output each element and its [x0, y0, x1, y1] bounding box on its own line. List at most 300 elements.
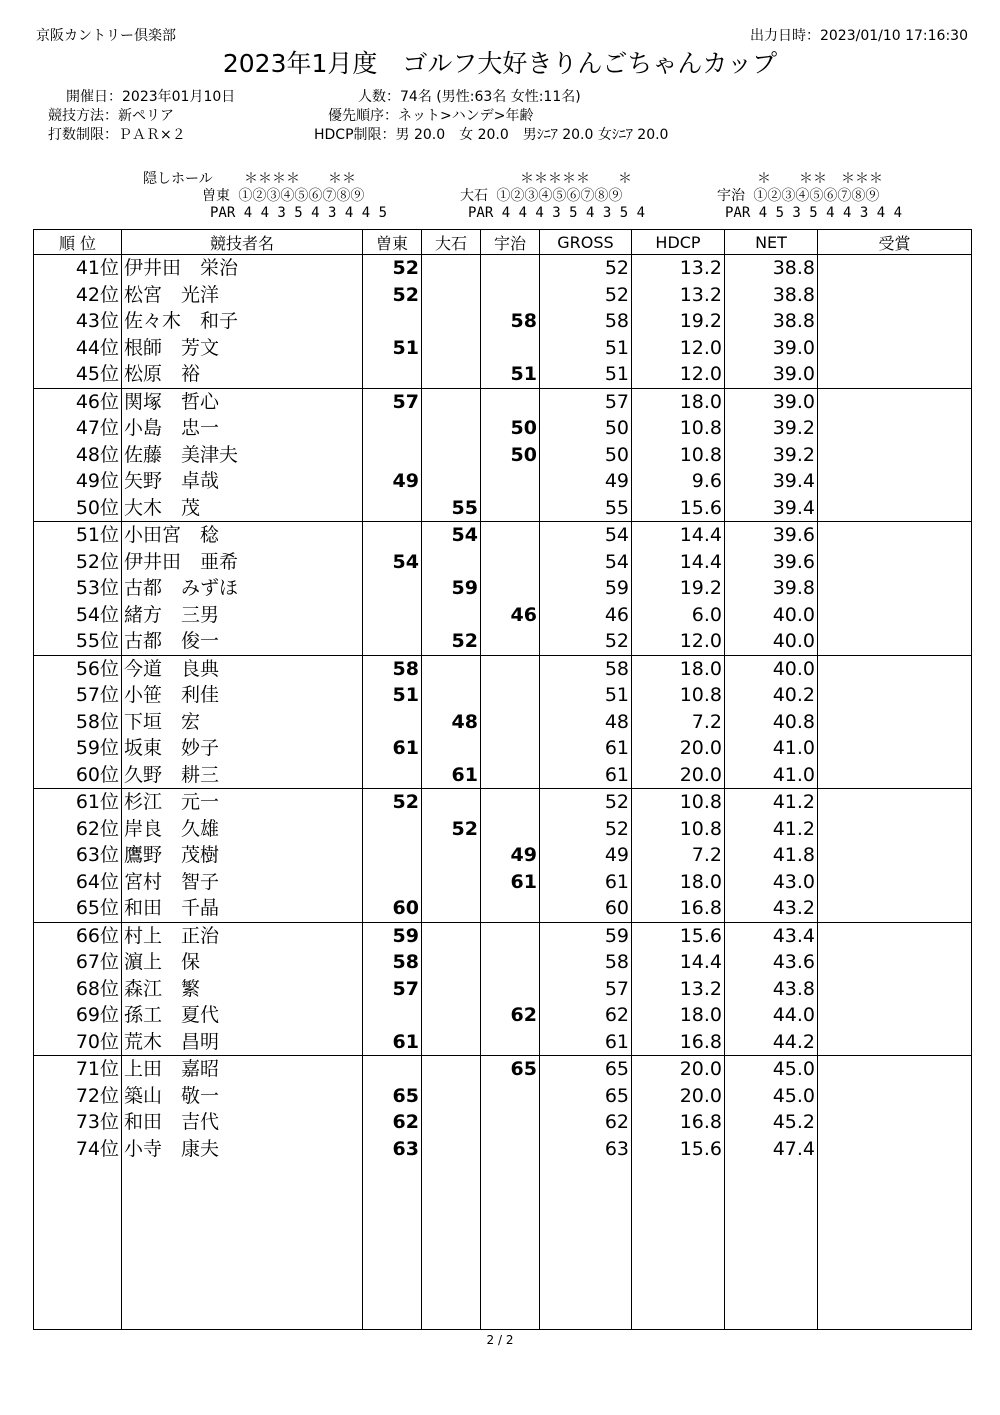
- rank-cell: 67位: [34, 949, 122, 976]
- table-row: [34, 789, 972, 816]
- award-cell: [818, 762, 972, 789]
- col-course3: 宇治: [481, 230, 540, 255]
- hdcp-cell: 12.0: [632, 335, 725, 362]
- hdcp-cell: 14.4: [632, 522, 725, 549]
- course2-cell: [422, 1029, 481, 1056]
- award-cell: [818, 388, 972, 415]
- hdcp-cell: 20.0: [632, 762, 725, 789]
- rank-cell: 53位: [34, 575, 122, 602]
- table-row: [34, 1083, 972, 1110]
- hdcp-cell: 13.2: [632, 282, 725, 309]
- course2-cell: [422, 549, 481, 576]
- col-gross: GROSS: [540, 230, 632, 255]
- net-cell: 40.0: [725, 602, 818, 629]
- gross-cell: 51: [540, 361, 632, 388]
- course2-cell: [422, 442, 481, 469]
- rank-cell: 50位: [34, 495, 122, 522]
- gross-cell: 52: [540, 628, 632, 655]
- hdcp-cell: 14.4: [632, 949, 725, 976]
- hdcp-cell: 15.6: [632, 922, 725, 949]
- table-row: [34, 869, 972, 896]
- player-cell: 佐々木 和子: [122, 308, 363, 335]
- course3-cell: [481, 1083, 540, 1110]
- table-row: [34, 762, 972, 789]
- col-course1: 曽東: [363, 230, 422, 255]
- rank-cell: 60位: [34, 762, 122, 789]
- empty-cell: [122, 1162, 363, 1330]
- hdcp-cell: 18.0: [632, 655, 725, 682]
- player-cell: 宮村 智子: [122, 869, 363, 896]
- rank-cell: 55位: [34, 628, 122, 655]
- hdcp-cell: 10.8: [632, 682, 725, 709]
- course3-cell: [481, 895, 540, 922]
- course2-cell: [422, 1056, 481, 1083]
- course3-cell: 51: [481, 361, 540, 388]
- table-row: [34, 709, 972, 736]
- hdcp-cell: 9.6: [632, 468, 725, 495]
- net-cell: 41.0: [725, 735, 818, 762]
- course1-cell: 52: [363, 789, 422, 816]
- course1-cell: 59: [363, 922, 422, 949]
- net-cell: 39.4: [725, 495, 818, 522]
- gross-cell: 46: [540, 602, 632, 629]
- course1-cell: 62: [363, 1109, 422, 1136]
- rank-cell: 57位: [34, 682, 122, 709]
- table-row: [34, 468, 972, 495]
- course2-cell: [422, 602, 481, 629]
- net-cell: 40.0: [725, 628, 818, 655]
- net-cell: 45.0: [725, 1083, 818, 1110]
- course1-cell: 52: [363, 255, 422, 282]
- player-cell: 矢野 卓哉: [122, 468, 363, 495]
- net-cell: 39.0: [725, 335, 818, 362]
- player-cell: 上田 嘉昭: [122, 1056, 363, 1083]
- gross-cell: 52: [540, 816, 632, 843]
- event-date: 開催日：2023年01月10日: [66, 89, 236, 105]
- course3-cell: [481, 549, 540, 576]
- course1-cell: 57: [363, 388, 422, 415]
- course2-cell: [422, 415, 481, 442]
- award-cell: [818, 415, 972, 442]
- award-cell: [818, 1029, 972, 1056]
- net-cell: 44.2: [725, 1029, 818, 1056]
- course3-cell: 50: [481, 442, 540, 469]
- course2-cell: [422, 895, 481, 922]
- course3-cell: [481, 682, 540, 709]
- col-net: NET: [725, 230, 818, 255]
- course3-cell: 58: [481, 308, 540, 335]
- course2-hidden-stars: ＊＊＊＊＊ ＊: [520, 171, 632, 187]
- hdcp-cell: 16.8: [632, 1109, 725, 1136]
- course3-cell: 65: [481, 1056, 540, 1083]
- award-cell: [818, 361, 972, 388]
- player-cell: 松宮 光洋: [122, 282, 363, 309]
- player-cell: 和田 吉代: [122, 1109, 363, 1136]
- net-cell: 43.4: [725, 922, 818, 949]
- net-cell: 44.0: [725, 1002, 818, 1029]
- gross-cell: 63: [540, 1136, 632, 1163]
- gross-cell: 51: [540, 335, 632, 362]
- player-cell: 濵上 保: [122, 949, 363, 976]
- player-cell: 和田 千晶: [122, 895, 363, 922]
- award-cell: [818, 255, 972, 282]
- rank-cell: 59位: [34, 735, 122, 762]
- empty-cell: [632, 1162, 725, 1330]
- player-cell: 鷹野 茂樹: [122, 842, 363, 869]
- gross-cell: 58: [540, 308, 632, 335]
- player-cell: 古都 みずほ: [122, 575, 363, 602]
- course3-cell: [481, 495, 540, 522]
- table-row: [34, 922, 972, 949]
- table-row: [34, 735, 972, 762]
- rank-cell: 58位: [34, 709, 122, 736]
- table-row: [34, 602, 972, 629]
- gross-cell: 50: [540, 442, 632, 469]
- course2-cell: [422, 976, 481, 1003]
- course1-cell: [363, 1056, 422, 1083]
- hdcp-cell: 10.8: [632, 442, 725, 469]
- table-row: [34, 949, 972, 976]
- course3-cell: [481, 388, 540, 415]
- rank-cell: 66位: [34, 922, 122, 949]
- course2-cell: [422, 361, 481, 388]
- net-cell: 40.0: [725, 655, 818, 682]
- course2-cell: 55: [422, 495, 481, 522]
- award-cell: [818, 922, 972, 949]
- player-cell: 小田宮 稔: [122, 522, 363, 549]
- hdcp-cell: 13.2: [632, 255, 725, 282]
- player-cell: 小島 忠一: [122, 415, 363, 442]
- award-cell: [818, 1136, 972, 1163]
- rank-cell: 63位: [34, 842, 122, 869]
- course2-cell: 61: [422, 762, 481, 789]
- course2-cell: [422, 735, 481, 762]
- hdcp-cell: 14.4: [632, 549, 725, 576]
- award-cell: [818, 1083, 972, 1110]
- net-cell: 39.6: [725, 549, 818, 576]
- gross-cell: 57: [540, 976, 632, 1003]
- hdcp-cell: 15.6: [632, 1136, 725, 1163]
- course2-cell: [422, 282, 481, 309]
- hdcp-cell: 15.6: [632, 495, 725, 522]
- col-award: 受賞: [818, 230, 972, 255]
- table-row: [34, 388, 972, 415]
- gross-cell: 61: [540, 762, 632, 789]
- table-row: [34, 816, 972, 843]
- player-cell: 杉江 元一: [122, 789, 363, 816]
- hdcp-cell: 10.8: [632, 816, 725, 843]
- award-cell: [818, 816, 972, 843]
- net-cell: 41.2: [725, 789, 818, 816]
- net-cell: 43.6: [725, 949, 818, 976]
- hdcp-cell: 18.0: [632, 869, 725, 896]
- course2-cell: [422, 842, 481, 869]
- gross-cell: 49: [540, 842, 632, 869]
- course3-cell: 62: [481, 1002, 540, 1029]
- award-cell: [818, 628, 972, 655]
- hdcp-cell: 16.8: [632, 1029, 725, 1056]
- course1-cell: 63: [363, 1136, 422, 1163]
- rank-cell: 52位: [34, 549, 122, 576]
- course2-cell: [422, 308, 481, 335]
- gross-cell: 65: [540, 1083, 632, 1110]
- net-cell: 43.2: [725, 895, 818, 922]
- net-cell: 39.2: [725, 442, 818, 469]
- course2-cell: [422, 949, 481, 976]
- course3-cell: [481, 976, 540, 1003]
- course2-cell: [422, 789, 481, 816]
- gross-cell: 51: [540, 682, 632, 709]
- course1-cell: 61: [363, 735, 422, 762]
- award-cell: [818, 1056, 972, 1083]
- course1-cell: [363, 308, 422, 335]
- course1-cell: [363, 361, 422, 388]
- table-row: [34, 282, 972, 309]
- empty-cell: [422, 1162, 481, 1330]
- rank-cell: 71位: [34, 1056, 122, 1083]
- net-cell: 41.0: [725, 762, 818, 789]
- course3-cell: [481, 762, 540, 789]
- gross-cell: 61: [540, 869, 632, 896]
- col-hdcp: HDCP: [632, 230, 725, 255]
- course1-cell: [363, 842, 422, 869]
- hdcp-cell: 10.8: [632, 789, 725, 816]
- player-cell: 岸良 久雄: [122, 816, 363, 843]
- course2-cell: [422, 655, 481, 682]
- award-cell: [818, 655, 972, 682]
- hdcp-cell: 16.8: [632, 895, 725, 922]
- course3-cell: [481, 709, 540, 736]
- award-cell: [818, 522, 972, 549]
- course3-cell: [481, 522, 540, 549]
- net-cell: 40.2: [725, 682, 818, 709]
- course2-cell: [422, 1136, 481, 1163]
- table-row: [34, 495, 972, 522]
- rank-cell: 74位: [34, 1136, 122, 1163]
- rank-cell: 43位: [34, 308, 122, 335]
- award-cell: [818, 495, 972, 522]
- empty-cell: [540, 1162, 632, 1330]
- course2-holes: 大石 ①②③④⑤⑥⑦⑧⑨: [460, 188, 623, 204]
- net-cell: 39.4: [725, 468, 818, 495]
- hdcp-cell: 6.0: [632, 602, 725, 629]
- table-row: [34, 842, 972, 869]
- award-cell: [818, 549, 972, 576]
- course3-cell: [481, 335, 540, 362]
- course3-holes: 宇治 ①②③④⑤⑥⑦⑧⑨: [717, 188, 880, 204]
- net-cell: 38.8: [725, 308, 818, 335]
- player-count: 人数：74名 (男性:63名 女性:11名): [358, 89, 581, 105]
- award-cell: [818, 468, 972, 495]
- player-cell: 関塚 哲心: [122, 388, 363, 415]
- table-row: [34, 549, 972, 576]
- award-cell: [818, 308, 972, 335]
- course3-cell: [481, 789, 540, 816]
- results-table: [33, 229, 972, 1330]
- hdcp-cell: 18.0: [632, 1002, 725, 1029]
- table-row: [34, 522, 972, 549]
- rank-cell: 65位: [34, 895, 122, 922]
- hdcp-cell: 18.0: [632, 388, 725, 415]
- net-cell: 39.0: [725, 361, 818, 388]
- course3-cell: 61: [481, 869, 540, 896]
- rank-cell: 46位: [34, 388, 122, 415]
- course1-cell: [363, 709, 422, 736]
- course1-cell: [363, 602, 422, 629]
- net-cell: 45.2: [725, 1109, 818, 1136]
- course2-cell: [422, 682, 481, 709]
- hdcp-cell: 20.0: [632, 1083, 725, 1110]
- gross-cell: 50: [540, 415, 632, 442]
- net-cell: 38.8: [725, 255, 818, 282]
- rank-cell: 70位: [34, 1029, 122, 1056]
- hdcp-cell: 20.0: [632, 735, 725, 762]
- rank-cell: 69位: [34, 1002, 122, 1029]
- award-cell: [818, 842, 972, 869]
- course2-cell: [422, 1109, 481, 1136]
- award-cell: [818, 895, 972, 922]
- gross-cell: 49: [540, 468, 632, 495]
- empty-cell: [34, 1162, 122, 1330]
- award-cell: [818, 976, 972, 1003]
- award-cell: [818, 789, 972, 816]
- table-row: [34, 575, 972, 602]
- table-row: [34, 442, 972, 469]
- hdcp-cell: 7.2: [632, 842, 725, 869]
- course3-par: PAR 4 5 3 5 4 4 3 4 4: [725, 205, 903, 221]
- course1-cell: 58: [363, 655, 422, 682]
- course1-cell: 54: [363, 549, 422, 576]
- course3-cell: [481, 655, 540, 682]
- hdcp-cell: 20.0: [632, 1056, 725, 1083]
- course1-hidden-stars: ＊＊＊＊ ＊＊: [244, 171, 356, 187]
- award-cell: [818, 869, 972, 896]
- rank-cell: 61位: [34, 789, 122, 816]
- rank-cell: 72位: [34, 1083, 122, 1110]
- course3-cell: [481, 628, 540, 655]
- course1-cell: [363, 1002, 422, 1029]
- award-cell: [818, 575, 972, 602]
- player-cell: 小笹 利佳: [122, 682, 363, 709]
- course2-cell: [422, 335, 481, 362]
- gross-cell: 62: [540, 1109, 632, 1136]
- net-cell: 39.6: [725, 522, 818, 549]
- course3-cell: [481, 949, 540, 976]
- rank-cell: 51位: [34, 522, 122, 549]
- gross-cell: 59: [540, 575, 632, 602]
- award-cell: [818, 602, 972, 629]
- award-cell: [818, 709, 972, 736]
- course3-cell: [481, 816, 540, 843]
- course2-par: PAR 4 4 4 3 5 4 3 5 4: [468, 205, 646, 221]
- award-cell: [818, 682, 972, 709]
- rank-cell: 45位: [34, 361, 122, 388]
- empty-cell: [818, 1162, 972, 1330]
- course1-cell: [363, 495, 422, 522]
- gross-cell: 54: [540, 549, 632, 576]
- table-header: [34, 230, 972, 255]
- table-row: [34, 361, 972, 388]
- award-cell: [818, 442, 972, 469]
- table-row: [34, 895, 972, 922]
- course2-cell: [422, 1083, 481, 1110]
- net-cell: 40.8: [725, 709, 818, 736]
- empty-cell: [363, 1162, 422, 1330]
- table-row: [34, 682, 972, 709]
- rank-cell: 73位: [34, 1109, 122, 1136]
- gross-cell: 62: [540, 1002, 632, 1029]
- col-course2: 大石: [422, 230, 481, 255]
- course1-cell: [363, 575, 422, 602]
- course2-cell: 52: [422, 816, 481, 843]
- player-cell: 森江 繁: [122, 976, 363, 1003]
- course1-cell: [363, 762, 422, 789]
- hdcp-cell: 7.2: [632, 709, 725, 736]
- course2-cell: 52: [422, 628, 481, 655]
- player-cell: 荒木 昌明: [122, 1029, 363, 1056]
- player-cell: 伊井田 亜希: [122, 549, 363, 576]
- course1-cell: 65: [363, 1083, 422, 1110]
- rank-cell: 62位: [34, 816, 122, 843]
- gross-cell: 52: [540, 789, 632, 816]
- table-row: [34, 1136, 972, 1163]
- course3-cell: [481, 735, 540, 762]
- table-row: [34, 415, 972, 442]
- gross-cell: 61: [540, 735, 632, 762]
- player-cell: 村上 正治: [122, 922, 363, 949]
- net-cell: 38.8: [725, 282, 818, 309]
- net-cell: 39.0: [725, 388, 818, 415]
- hdcp-limit: HDCP制限：男 20.0 女 20.0 男ｼﾆｱ 20.0 女ｼﾆｱ 20.0: [314, 127, 669, 143]
- course1-cell: [363, 522, 422, 549]
- hdcp-cell: 19.2: [632, 308, 725, 335]
- rank-cell: 49位: [34, 468, 122, 495]
- course1-cell: 51: [363, 335, 422, 362]
- player-cell: 根師 芳文: [122, 335, 363, 362]
- course1-cell: 60: [363, 895, 422, 922]
- table-row: [34, 255, 972, 282]
- course3-cell: [481, 255, 540, 282]
- net-cell: 39.8: [725, 575, 818, 602]
- player-cell: 久野 耕三: [122, 762, 363, 789]
- course1-cell: 51: [363, 682, 422, 709]
- gross-cell: 52: [540, 282, 632, 309]
- award-cell: [818, 1002, 972, 1029]
- course3-cell: [481, 922, 540, 949]
- empty-cell: [481, 1162, 540, 1330]
- gross-cell: 65: [540, 1056, 632, 1083]
- course2-cell: [422, 468, 481, 495]
- player-cell: 坂東 妙子: [122, 735, 363, 762]
- player-cell: 松原 裕: [122, 361, 363, 388]
- player-cell: 大木 茂: [122, 495, 363, 522]
- rank-cell: 68位: [34, 976, 122, 1003]
- course2-cell: [422, 1002, 481, 1029]
- course2-cell: [422, 388, 481, 415]
- hdcp-cell: 10.8: [632, 415, 725, 442]
- stroke-limit: 打数制限：ＰＡＲ×２: [48, 127, 186, 143]
- col-rank: 順 位: [34, 230, 122, 255]
- gross-cell: 52: [540, 255, 632, 282]
- player-cell: 緒方 三男: [122, 602, 363, 629]
- course1-cell: 57: [363, 976, 422, 1003]
- net-cell: 39.2: [725, 415, 818, 442]
- hdcp-cell: 19.2: [632, 575, 725, 602]
- course3-cell: [481, 575, 540, 602]
- course3-cell: [481, 1029, 540, 1056]
- club-name: 京阪カントリー倶楽部: [36, 28, 176, 44]
- hidden-hole-label: 隠しホール: [143, 171, 213, 187]
